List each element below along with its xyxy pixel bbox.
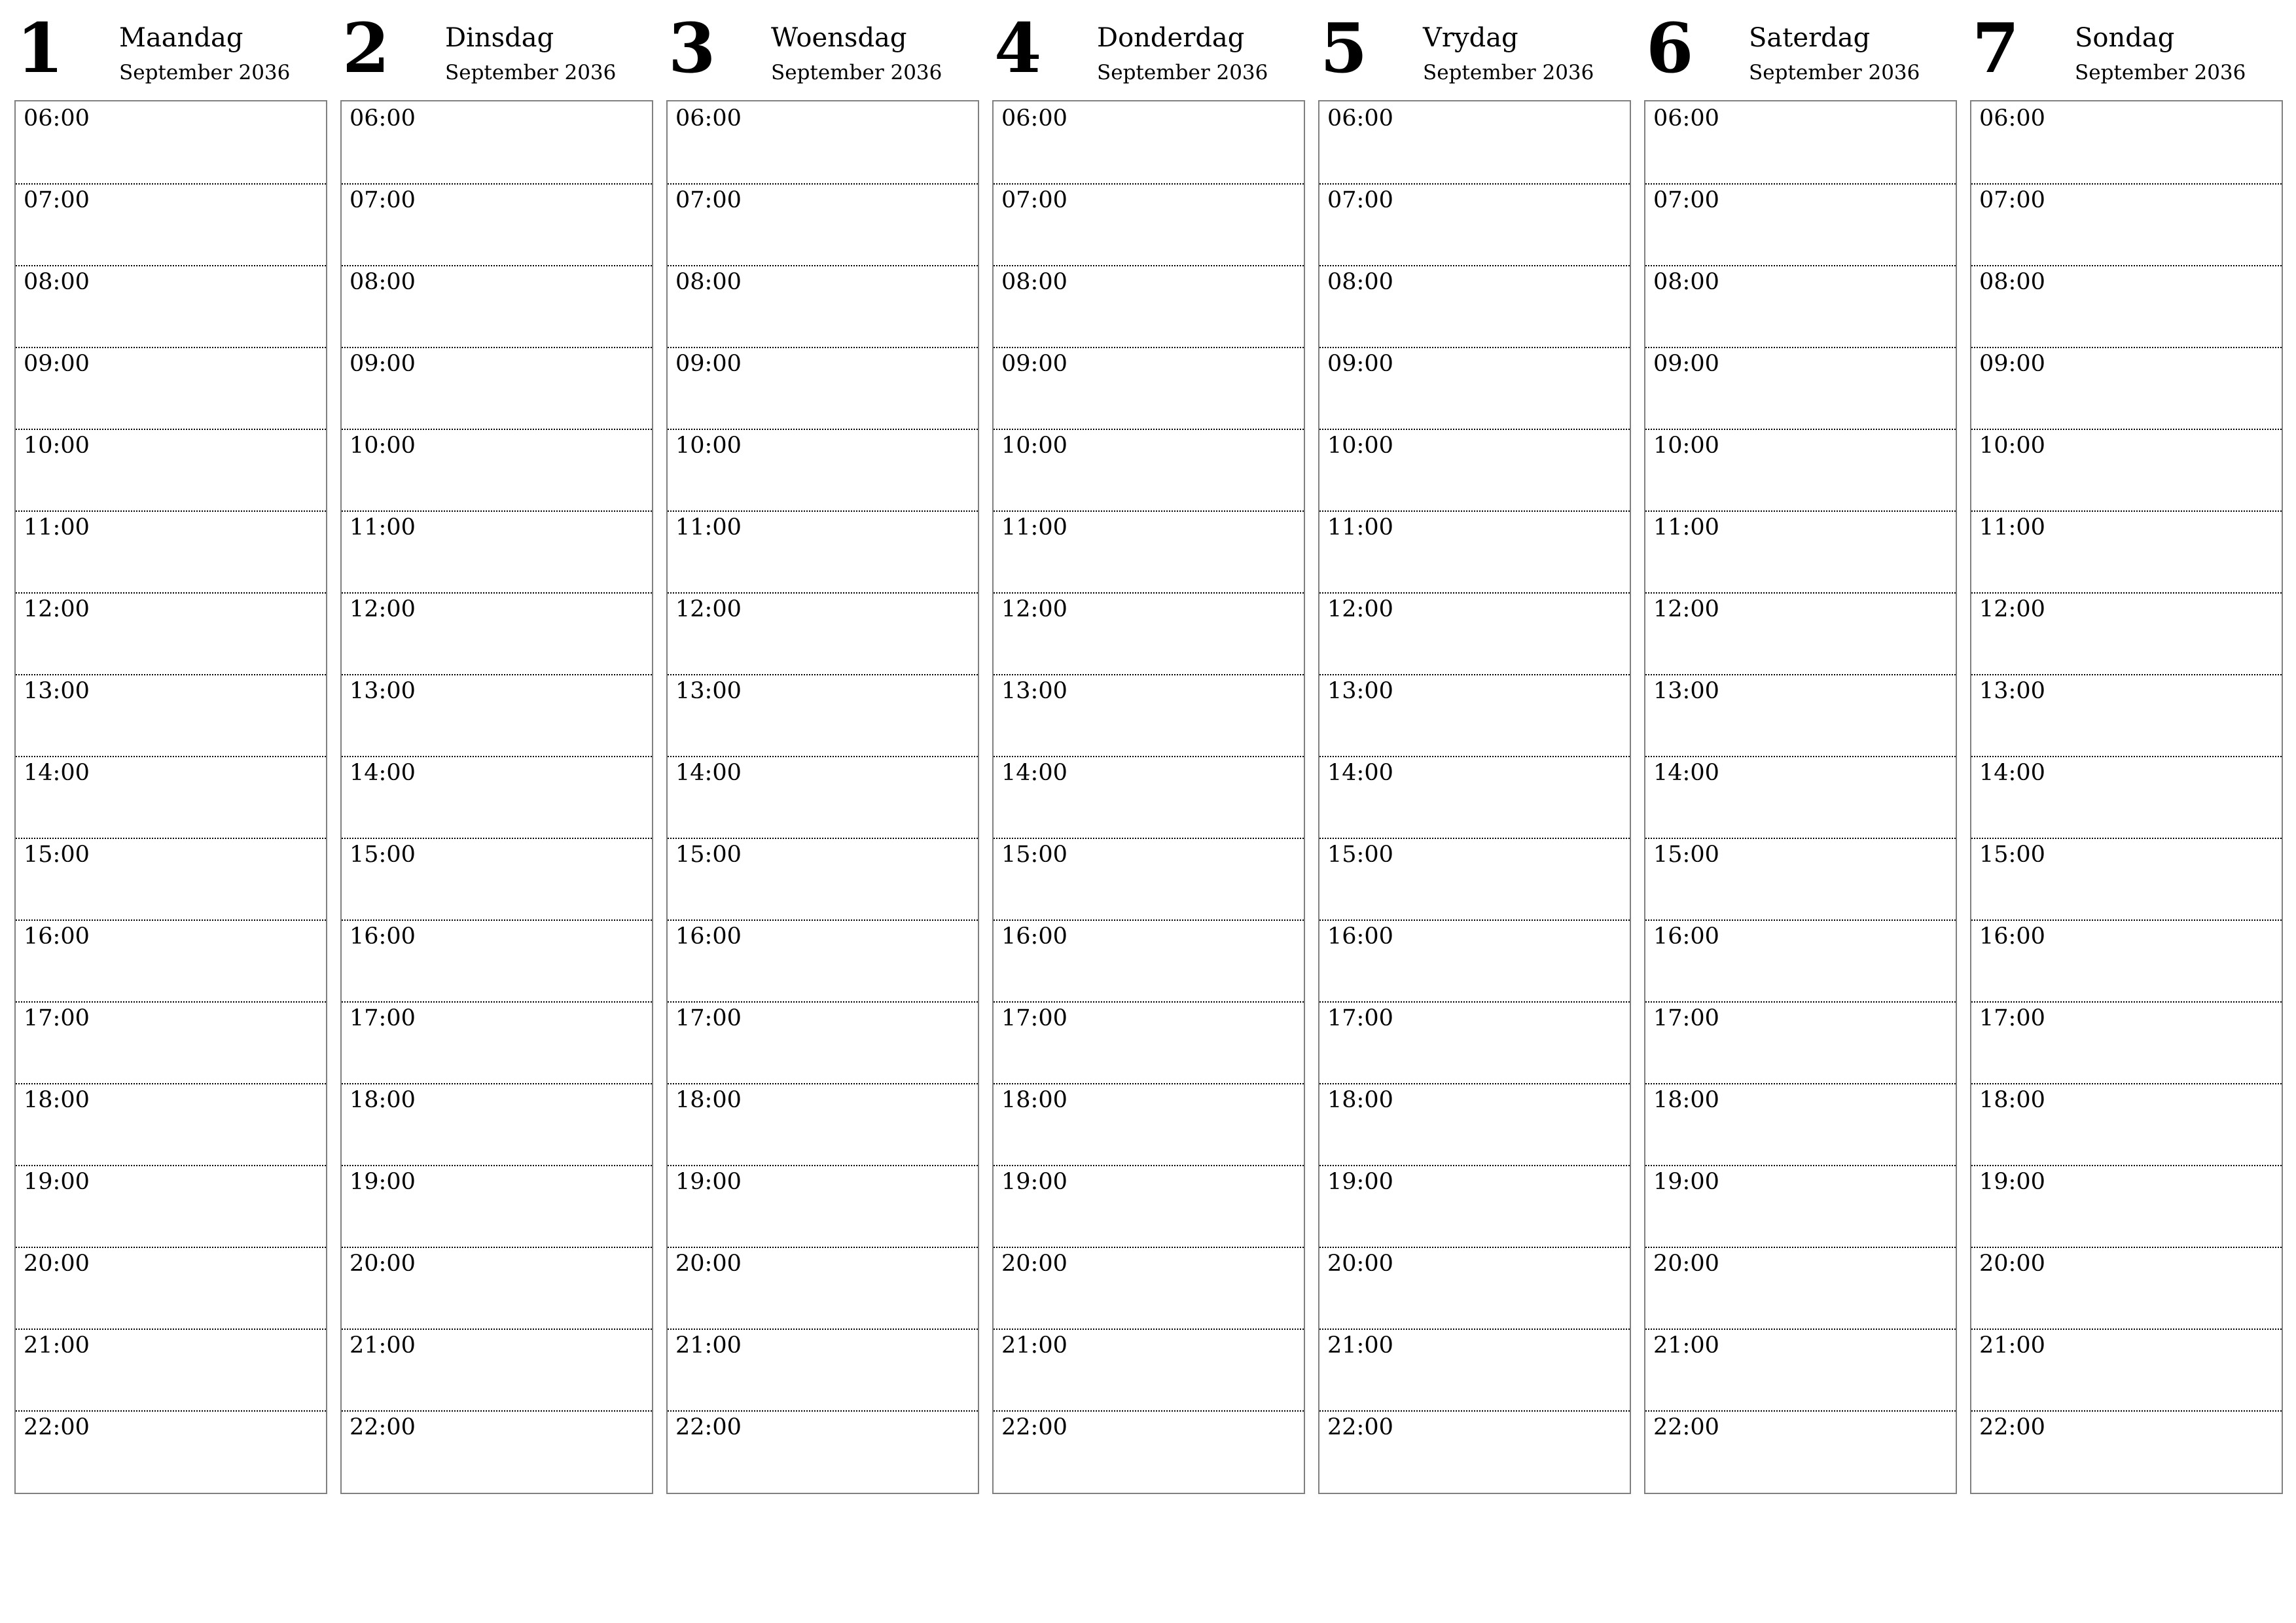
- hour-slot: [16, 101, 326, 183]
- hour-label: 11:00: [1979, 514, 2045, 541]
- hour-label: 22:00: [1653, 1414, 1719, 1440]
- hour-slot: [1645, 1329, 1956, 1410]
- hour-slot: [16, 1001, 326, 1083]
- day-month-year: September 2036: [1749, 61, 1920, 84]
- hour-label: 09:00: [1653, 351, 1719, 377]
- hour-label: 20:00: [24, 1251, 90, 1277]
- hour-slot: [668, 347, 978, 429]
- hour-label: 16:00: [1979, 923, 2045, 950]
- day-number: 4: [994, 8, 1041, 88]
- hour-slot: [1645, 183, 1956, 265]
- hour-label: 18:00: [1979, 1087, 2045, 1113]
- hour-label: 10:00: [350, 433, 416, 459]
- hour-label: 11:00: [350, 514, 416, 541]
- hour-slots-box: [666, 100, 979, 1494]
- hour-label: 16:00: [675, 923, 742, 950]
- hour-slot: [994, 183, 1304, 265]
- hour-label: 21:00: [675, 1332, 742, 1359]
- hour-slot: [16, 347, 326, 429]
- hour-label: 13:00: [1327, 678, 1393, 704]
- hour-label: 12:00: [1653, 596, 1719, 622]
- hour-slot: [1319, 347, 1630, 429]
- hour-label: 15:00: [675, 842, 742, 868]
- day-name: Dinsdag: [445, 23, 554, 53]
- hour-label: 07:00: [1001, 187, 1067, 213]
- hour-label: 08:00: [1653, 269, 1719, 295]
- hour-label: 07:00: [1653, 187, 1719, 213]
- hour-label: 20:00: [350, 1251, 416, 1277]
- hour-slot: [668, 756, 978, 838]
- hour-label: 19:00: [24, 1169, 90, 1195]
- hour-slot: [342, 1410, 652, 1492]
- hour-slot: [994, 674, 1304, 756]
- hour-label: 07:00: [350, 187, 416, 213]
- day-name: Sondag: [2075, 23, 2175, 53]
- hour-label: 10:00: [24, 433, 90, 459]
- hour-slot: [1319, 183, 1630, 265]
- hour-label: 08:00: [1001, 269, 1067, 295]
- hour-slots-box: [1644, 100, 1957, 1494]
- hour-slot: [1971, 838, 2282, 919]
- day-number: 1: [16, 8, 63, 88]
- hour-slot: [1645, 429, 1956, 510]
- hour-slot: [668, 592, 978, 674]
- hour-label: 19:00: [1979, 1169, 2045, 1195]
- hour-slot: [342, 429, 652, 510]
- hour-label: 12:00: [24, 596, 90, 622]
- hour-label: 08:00: [1327, 269, 1393, 295]
- hour-label: 19:00: [675, 1169, 742, 1195]
- hour-slot: [342, 1247, 652, 1329]
- hour-label: 14:00: [1979, 760, 2045, 786]
- hour-label: 11:00: [675, 514, 742, 541]
- day-name: Maandag: [119, 23, 243, 53]
- hour-label: 17:00: [1001, 1005, 1067, 1031]
- hour-label: 17:00: [1653, 1005, 1719, 1031]
- hour-slot: [1971, 347, 2282, 429]
- hour-label: 17:00: [24, 1005, 90, 1031]
- day-month-year: September 2036: [771, 61, 942, 84]
- hour-slot: [1971, 756, 2282, 838]
- hour-label: 13:00: [1001, 678, 1067, 704]
- day-name: Woensdag: [771, 23, 907, 53]
- hour-label: 17:00: [1979, 1005, 2045, 1031]
- hour-slot: [1645, 592, 1956, 674]
- hour-slot: [1645, 265, 1956, 347]
- day-number: 6: [1646, 8, 1693, 88]
- hour-label: 10:00: [1001, 433, 1067, 459]
- hour-slot: [1319, 1329, 1630, 1410]
- hour-label: 18:00: [1653, 1087, 1719, 1113]
- hour-label: 12:00: [675, 596, 742, 622]
- hour-slot: [994, 1001, 1304, 1083]
- hour-slot: [1319, 265, 1630, 347]
- hour-label: 14:00: [1001, 760, 1067, 786]
- hour-slot: [1971, 1410, 2282, 1492]
- hour-slot: [1971, 919, 2282, 1001]
- hour-label: 16:00: [1001, 923, 1067, 950]
- hour-slot: [668, 1410, 978, 1492]
- hour-slot: [1319, 919, 1630, 1001]
- hour-slot: [342, 347, 652, 429]
- hour-label: 15:00: [24, 842, 90, 868]
- hour-label: 06:00: [675, 105, 742, 132]
- hour-slot: [994, 1329, 1304, 1410]
- hour-slot: [668, 838, 978, 919]
- hour-slot: [1645, 756, 1956, 838]
- hour-label: 19:00: [1327, 1169, 1393, 1195]
- day-month-year: September 2036: [2075, 61, 2246, 84]
- hour-label: 14:00: [675, 760, 742, 786]
- hour-slot: [1645, 838, 1956, 919]
- hour-slot: [342, 674, 652, 756]
- hour-label: 06:00: [350, 105, 416, 132]
- hour-slot: [1319, 756, 1630, 838]
- hour-slot: [342, 756, 652, 838]
- hour-slot: [1319, 838, 1630, 919]
- hour-slot: [16, 510, 326, 592]
- hour-slot: [1645, 1247, 1956, 1329]
- hour-label: 13:00: [350, 678, 416, 704]
- hour-slot: [1645, 1083, 1956, 1165]
- hour-slot: [1645, 1001, 1956, 1083]
- hour-label: 08:00: [1979, 269, 2045, 295]
- hour-label: 17:00: [1327, 1005, 1393, 1031]
- hour-slot: [1645, 674, 1956, 756]
- hour-label: 16:00: [1653, 923, 1719, 950]
- hour-slot: [994, 1410, 1304, 1492]
- hour-label: 17:00: [675, 1005, 742, 1031]
- hour-slot: [16, 183, 326, 265]
- hour-slot: [994, 1165, 1304, 1247]
- hour-slot: [1645, 1410, 1956, 1492]
- hour-slot: [668, 265, 978, 347]
- hour-label: 09:00: [24, 351, 90, 377]
- hour-label: 13:00: [1653, 678, 1719, 704]
- hour-slot: [342, 919, 652, 1001]
- hour-slot: [16, 838, 326, 919]
- hour-label: 18:00: [675, 1087, 742, 1113]
- hour-slot: [1319, 1410, 1630, 1492]
- hour-label: 13:00: [675, 678, 742, 704]
- hour-label: 06:00: [1001, 105, 1067, 132]
- hour-slot: [1319, 674, 1630, 756]
- hour-label: 20:00: [1001, 1251, 1067, 1277]
- hour-label: 06:00: [1327, 105, 1393, 132]
- hour-slot: [16, 1410, 326, 1492]
- hour-slot: [994, 347, 1304, 429]
- hour-slot: [1319, 429, 1630, 510]
- hour-slot: [994, 919, 1304, 1001]
- hour-slot: [342, 1001, 652, 1083]
- hour-slot: [994, 1247, 1304, 1329]
- hour-label: 09:00: [350, 351, 416, 377]
- hour-slot: [994, 756, 1304, 838]
- hour-label: 22:00: [1979, 1414, 2045, 1440]
- hour-label: 11:00: [24, 514, 90, 541]
- hour-label: 20:00: [1327, 1251, 1393, 1277]
- hour-label: 09:00: [1001, 351, 1067, 377]
- hour-label: 15:00: [350, 842, 416, 868]
- hour-label: 13:00: [1979, 678, 2045, 704]
- hour-slot: [668, 674, 978, 756]
- hour-label: 10:00: [675, 433, 742, 459]
- hour-slot: [994, 510, 1304, 592]
- hour-label: 08:00: [675, 269, 742, 295]
- hour-label: 15:00: [1001, 842, 1067, 868]
- hour-slot: [1971, 1329, 2282, 1410]
- hour-slot: [1319, 1083, 1630, 1165]
- hour-label: 21:00: [1653, 1332, 1719, 1359]
- hour-slot: [342, 183, 652, 265]
- hour-label: 21:00: [1979, 1332, 2045, 1359]
- hour-label: 14:00: [1327, 760, 1393, 786]
- hour-slot: [1319, 1247, 1630, 1329]
- hour-label: 08:00: [350, 269, 416, 295]
- hour-slot: [1971, 510, 2282, 592]
- hour-label: 14:00: [1653, 760, 1719, 786]
- hour-label: 10:00: [1979, 433, 2045, 459]
- hour-slot: [16, 265, 326, 347]
- hour-slot: [342, 838, 652, 919]
- hour-slot: [1645, 347, 1956, 429]
- hour-slot: [994, 1083, 1304, 1165]
- hour-slots-box: [14, 100, 327, 1494]
- hour-label: 22:00: [1327, 1414, 1393, 1440]
- hour-label: 12:00: [1327, 596, 1393, 622]
- hour-label: 11:00: [1653, 514, 1719, 541]
- day-month-year: September 2036: [1423, 61, 1594, 84]
- hour-label: 09:00: [675, 351, 742, 377]
- hour-slot: [1971, 101, 2282, 183]
- hour-slot: [16, 756, 326, 838]
- hour-label: 17:00: [350, 1005, 416, 1031]
- hour-label: 15:00: [1979, 842, 2045, 868]
- hour-label: 12:00: [1979, 596, 2045, 622]
- hour-label: 08:00: [24, 269, 90, 295]
- hour-label: 06:00: [1979, 105, 2045, 132]
- hour-slot: [16, 592, 326, 674]
- hour-slot: [342, 1165, 652, 1247]
- day-number: 7: [1972, 8, 2018, 88]
- hour-slots-box: [340, 100, 653, 1494]
- hour-slot: [342, 1083, 652, 1165]
- hour-slot: [994, 592, 1304, 674]
- hour-label: 16:00: [1327, 923, 1393, 950]
- day-name: Saterdag: [1749, 23, 1871, 53]
- hour-slot: [668, 1083, 978, 1165]
- hour-label: 18:00: [1327, 1087, 1393, 1113]
- day-month-year: September 2036: [119, 61, 291, 84]
- hour-slot: [668, 510, 978, 592]
- hour-label: 09:00: [1327, 351, 1393, 377]
- hour-label: 09:00: [1979, 351, 2045, 377]
- hour-slot: [1971, 1247, 2282, 1329]
- day-number: 2: [342, 8, 389, 88]
- hour-label: 16:00: [350, 923, 416, 950]
- hour-slot: [16, 429, 326, 510]
- hour-label: 07:00: [1327, 187, 1393, 213]
- hour-slot: [1971, 1165, 2282, 1247]
- hour-label: 22:00: [350, 1414, 416, 1440]
- hour-slot: [994, 429, 1304, 510]
- hour-slot: [16, 1165, 326, 1247]
- hour-label: 22:00: [1001, 1414, 1067, 1440]
- hour-slot: [16, 1329, 326, 1410]
- hour-label: 21:00: [1001, 1332, 1067, 1359]
- hour-slot: [668, 1329, 978, 1410]
- hour-label: 18:00: [1001, 1087, 1067, 1113]
- hour-label: 06:00: [1653, 105, 1719, 132]
- hour-label: 07:00: [1979, 187, 2045, 213]
- hour-slot: [994, 265, 1304, 347]
- hour-slot: [994, 838, 1304, 919]
- hour-label: 16:00: [24, 923, 90, 950]
- hour-label: 14:00: [350, 760, 416, 786]
- hour-slot: [1971, 183, 2282, 265]
- hour-label: 19:00: [1001, 1169, 1067, 1195]
- hour-slot: [342, 265, 652, 347]
- hour-label: 22:00: [24, 1414, 90, 1440]
- hour-slot: [1971, 674, 2282, 756]
- hour-label: 18:00: [350, 1087, 416, 1113]
- hour-slot: [1319, 101, 1630, 183]
- hour-slot: [342, 592, 652, 674]
- hour-slot: [342, 1329, 652, 1410]
- hour-slots-box: [1318, 100, 1631, 1494]
- hour-label: 15:00: [1327, 842, 1393, 868]
- hour-slot: [1971, 429, 2282, 510]
- hour-slot: [1319, 1165, 1630, 1247]
- hour-label: 21:00: [350, 1332, 416, 1359]
- hour-label: 12:00: [350, 596, 416, 622]
- hour-label: 06:00: [24, 105, 90, 132]
- hour-slot: [668, 183, 978, 265]
- day-name: Donderdag: [1097, 23, 1245, 53]
- day-number: 3: [668, 8, 715, 88]
- hour-label: 20:00: [1979, 1251, 2045, 1277]
- hour-slot: [1645, 1165, 1956, 1247]
- hour-label: 21:00: [1327, 1332, 1393, 1359]
- hour-slot: [668, 101, 978, 183]
- hour-label: 22:00: [675, 1414, 742, 1440]
- hour-label: 10:00: [1653, 433, 1719, 459]
- hour-slot: [1645, 510, 1956, 592]
- hour-slot: [668, 1165, 978, 1247]
- hour-label: 20:00: [1653, 1251, 1719, 1277]
- hour-label: 18:00: [24, 1087, 90, 1113]
- hour-slot: [668, 919, 978, 1001]
- hour-label: 13:00: [24, 678, 90, 704]
- day-name: Vrydag: [1423, 23, 1518, 53]
- hour-slot: [1971, 265, 2282, 347]
- hour-slot: [16, 919, 326, 1001]
- hour-slot: [16, 1083, 326, 1165]
- hour-slot: [1971, 592, 2282, 674]
- hour-slot: [668, 1247, 978, 1329]
- hour-slot: [342, 510, 652, 592]
- hour-slot: [1971, 1083, 2282, 1165]
- hour-slot: [994, 101, 1304, 183]
- hour-slots-box: [992, 100, 1305, 1494]
- hour-label: 10:00: [1327, 433, 1393, 459]
- hour-slot: [668, 429, 978, 510]
- hour-slot: [1319, 592, 1630, 674]
- hour-label: 21:00: [24, 1332, 90, 1359]
- day-month-year: September 2036: [1097, 61, 1268, 84]
- hour-slot: [1971, 1001, 2282, 1083]
- hour-slot: [1645, 101, 1956, 183]
- hour-label: 19:00: [350, 1169, 416, 1195]
- hour-slot: [342, 101, 652, 183]
- hour-slot: [1319, 510, 1630, 592]
- hour-label: 14:00: [24, 760, 90, 786]
- hour-label: 12:00: [1001, 596, 1067, 622]
- hour-label: 11:00: [1327, 514, 1393, 541]
- hour-label: 15:00: [1653, 842, 1719, 868]
- day-number: 5: [1320, 8, 1367, 88]
- hour-slot: [16, 674, 326, 756]
- hour-slots-box: [1970, 100, 2283, 1494]
- hour-label: 07:00: [24, 187, 90, 213]
- hour-label: 11:00: [1001, 514, 1067, 541]
- hour-slot: [16, 1247, 326, 1329]
- hour-label: 07:00: [675, 187, 742, 213]
- hour-slot: [668, 1001, 978, 1083]
- hour-slot: [1319, 1001, 1630, 1083]
- hour-label: 20:00: [675, 1251, 742, 1277]
- hour-slot: [1645, 919, 1956, 1001]
- day-month-year: September 2036: [445, 61, 617, 84]
- hour-label: 19:00: [1653, 1169, 1719, 1195]
